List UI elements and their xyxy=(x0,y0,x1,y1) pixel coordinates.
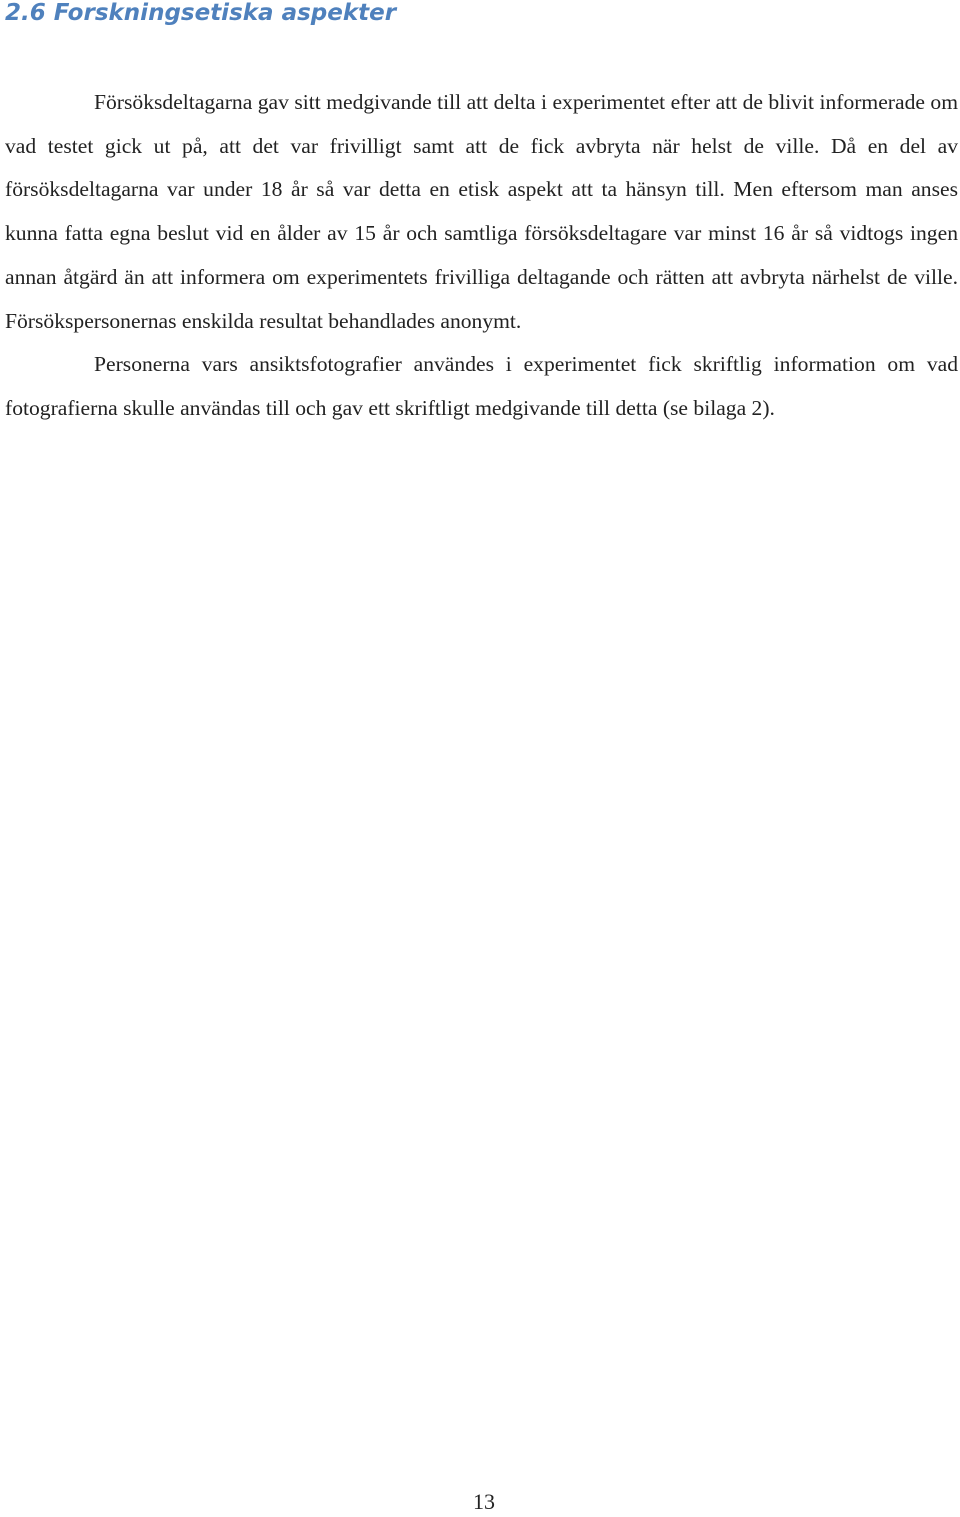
section-heading: 2.6 Forskningsetiska aspekter xyxy=(5,0,397,26)
body-text xyxy=(5,81,958,431)
paragraph-consent: Försöksdeltagarna gav sitt medgivande till att delta i experimentet efter att de blivit informerade om vad testet gick ut på, att det var frivilligt samt att de fick avbryta när helst de ville. Då en del av försöksdeltagarna var under 18 år så var detta en etisk aspekt att ta hänsyn till. Men eftersom man anses kunna fatta egna beslut vid en ålder av 15 år och samtliga försöksdeltagare var minst 16 år så vidtogs ingen annan åtgärd än att informera om experimentets frivilliga deltagande och rätten att avbryta närhelst de ville. Försökspersonernas enskilda resultat behandlades anonymt. xyxy=(5,90,958,333)
paragraph-photographs: Personerna vars ansiktsfotografier användes i experimentet fick skriftlig information om vad fotografierna skulle användas till och gav ett skriftligt medgivande till detta (se bilaga 2). xyxy=(5,352,958,420)
page-number: 13 xyxy=(473,1489,495,1514)
